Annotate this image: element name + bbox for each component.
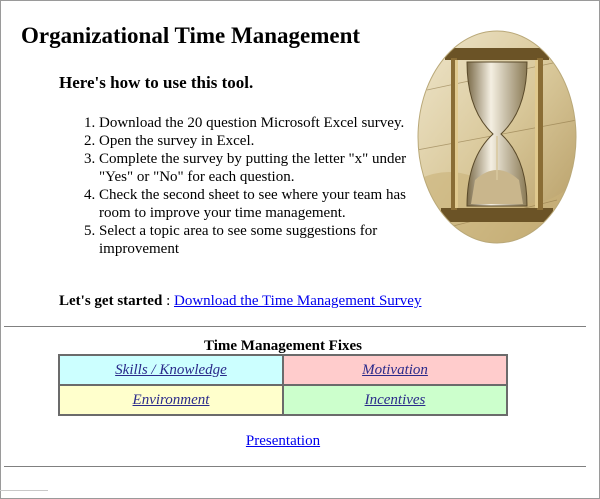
hourglass-image (417, 30, 577, 244)
list-item: 4. Check the second sheet to see where your team has room to improve your time management. (99, 186, 409, 222)
list-item: 3. Complete the survey by putting the letter "x" under "Yes" or "No" for each question. (99, 150, 409, 186)
motivation-link[interactable]: Motivation (362, 361, 428, 378)
fix-cell-skills (59, 355, 283, 385)
presentation-link[interactable]: Presentation (245, 433, 321, 449)
fix-cell-incentives (283, 385, 507, 415)
get-started-label: Let's get started (59, 293, 163, 309)
list-item: 1. Download the 20 question Microsoft Excel survey. (99, 114, 409, 132)
environment-link[interactable]: Environment (132, 391, 210, 408)
instructions-list (59, 114, 409, 258)
page-title: Organizational Time Management (21, 23, 361, 48)
skills-knowledge-link[interactable]: Skills / Knowledge (115, 361, 227, 378)
incentives-link[interactable]: Incentives (364, 391, 426, 408)
get-started-line (59, 292, 421, 310)
horizontal-scrollbar[interactable] (0, 490, 48, 497)
list-item: 5. Select a topic area to see some suggestions for improvement (99, 222, 409, 258)
divider (4, 466, 586, 467)
get-started-separator: : (162, 293, 174, 309)
presentation-line (0, 432, 566, 450)
list-item: 2. Open the survey in Excel. (99, 132, 409, 150)
divider (4, 326, 586, 327)
fix-cell-environment (59, 385, 283, 415)
fixes-table (58, 354, 508, 416)
fix-cell-motivation (283, 355, 507, 385)
download-survey-link[interactable]: Download the Time Management Survey (173, 293, 422, 309)
fixes-title: Time Management Fixes (203, 338, 363, 354)
instructions-heading: Here's how to use this tool. (59, 73, 254, 92)
